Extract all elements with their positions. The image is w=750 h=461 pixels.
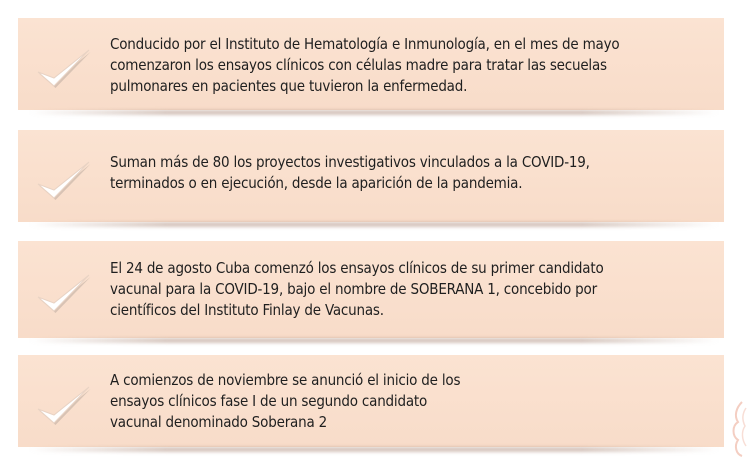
fact-line: vacunal denominado Soberana 2 xyxy=(110,413,328,431)
fact-line: terminados o en ejecución, desde la aparición de la pandemia. xyxy=(110,174,523,192)
fact-line: El 24 de agosto Cuba comenzó los ensayos clínicos de su primer candidato xyxy=(110,259,604,277)
fact-line: A comienzos de noviembre se anunció el inicio de los xyxy=(110,371,461,389)
fact-card xyxy=(18,130,724,222)
fact-line: comenzaron los ensayos clínicos con células madre para tratar las secuelas xyxy=(110,56,607,74)
fact-text xyxy=(110,34,706,97)
fact-line: vacunal para la COVID-19, bajo el nombre de SOBERANA 1, concebido por xyxy=(110,280,597,298)
check-icon xyxy=(32,42,94,94)
fact-card xyxy=(18,355,724,447)
fact-line: científicos del Instituto Finlay de Vacunas. xyxy=(110,301,384,319)
fact-line: ensayos clínicos fase I de un segundo candidato xyxy=(110,392,428,410)
fact-text xyxy=(110,370,706,433)
fact-line: Suman más de 80 los proyectos investigativos vinculados a la COVID-19, xyxy=(110,153,590,171)
corner-decoration xyxy=(728,398,750,458)
fact-card xyxy=(18,18,724,110)
check-icon xyxy=(32,379,94,431)
fact-text xyxy=(110,152,706,194)
check-icon xyxy=(32,267,94,319)
fact-card xyxy=(18,241,724,338)
fact-text xyxy=(110,258,706,321)
fact-line: pulmonares en pacientes que tuvieron la enfermedad. xyxy=(110,77,468,95)
check-icon xyxy=(32,154,94,206)
fact-line: Conducido por el Instituto de Hematología e Inmunología, en el mes de mayo xyxy=(110,35,620,53)
